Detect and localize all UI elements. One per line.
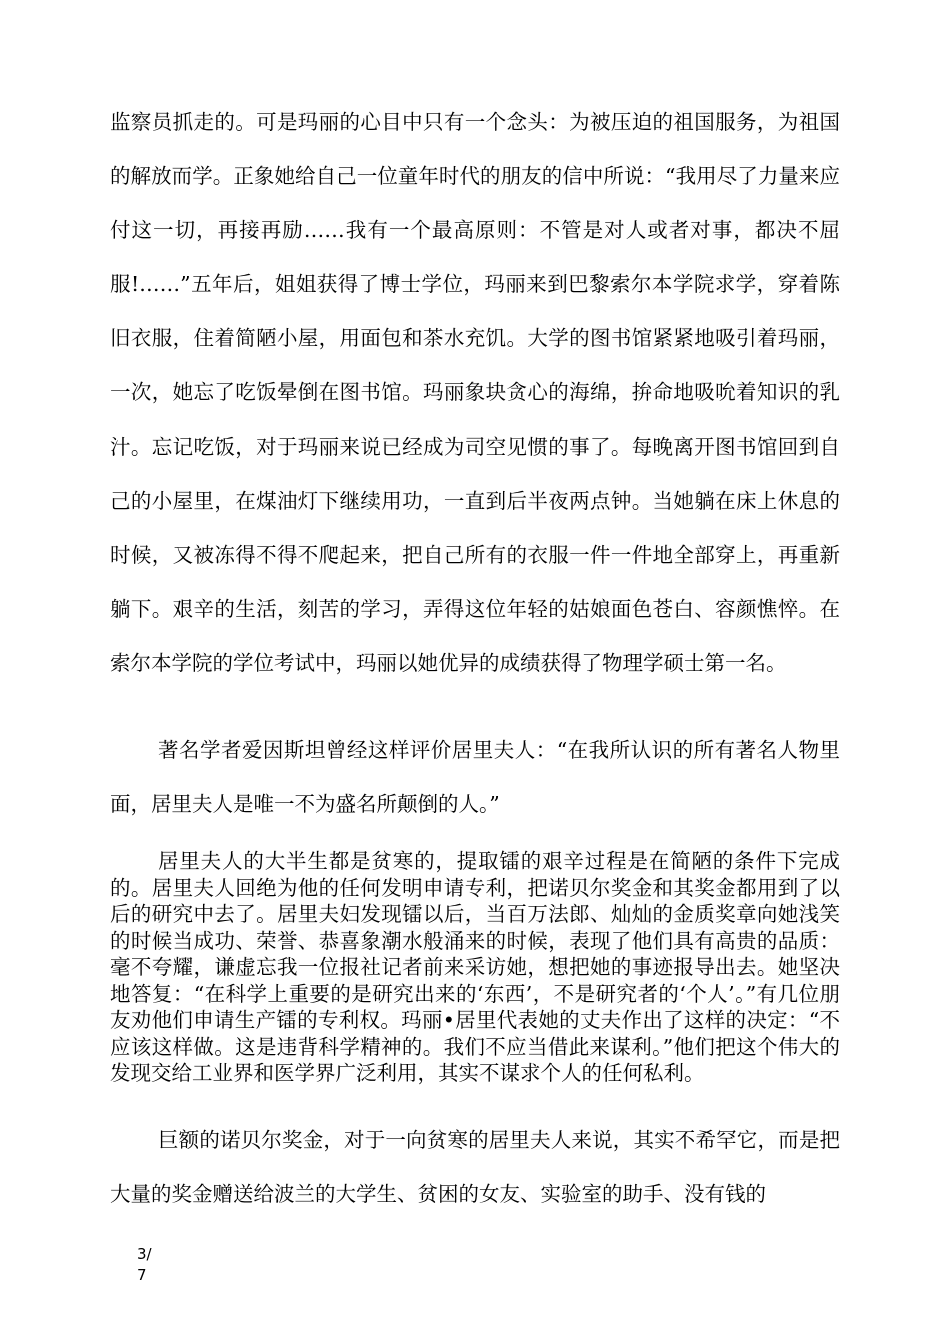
paragraph-marie-study: 监察员抓走的。可是玛丽的心目中只有一个念头：为被压迫的祖国服务，为祖国的解放而学。正象她给自己一位童年时代的朋友的信中所说：“我用尽了力量来应付这一切，再接再励……我有一个最高原则：不管是对人或者对事，都决不屈服!……”五年后，姐姐获得了博士学位，玛丽来到巴黎索尔本学院求学，穿着陈旧衣服，住着简陋小屋，用面包和茶水充饥。大学的图书馆紧紧地吸引着玛丽，一次，她忘了吃饭晕倒在图书馆。玛丽象块贪心的海绵，拚命地吸吮着知识的乳汁。忘记吃饭，对于玛丽来说已经成为司空见惯的事了。每晚离开图书馆回到自己的小屋里，在煤油灯下继续用功，一直到后半夜两点钟。当她躺在床上休息的时候，又被冻得不得不爬起来，把自己所有的衣服一件一件地全部穿上，再重新躺下。艰辛的生活，刻苦的学习，弄得这位年轻的姑娘面色苍白、容颜憔悴。在索尔本学院的学位考试中，玛丽以她优异的成绩获得了物理学硕士第一名。 (110, 110, 840, 675)
paragraph-nobel-prize: 巨额的诺贝尔奖金，对于一向贫寒的居里夫人来说，其实不希罕它，而是把大量的奖金赠送给波兰的大学生、贫困的女友、实验室的助手、没有钱的 (110, 1128, 840, 1207)
paragraph-einstein-quote: 著名学者爱因斯坦曾经这样评价居里夫人：“在我所认识的所有著名人物里面，居里夫人是唯一不为盛名所颠倒的人。” (110, 738, 840, 817)
paragraph-radium-patent: 居里夫人的大半生都是贫寒的，提取镭的艰辛过程是在简陋的条件下完成的。居里夫人回绝为他的任何发明申请专利，把诺贝尔奖金和其奖金都用到了以后的研究中去了。居里夫妇发现镭以后，当百万法郎、灿灿的金质奖章向她浅笑的时候当成功、荣誉、恭喜象潮水般涌来的时候，表现了他们具有高贵的品质：毫不夸耀，谦虚忘我一位报社记者前来采访她，想把她的事迹报导出去。她坚决地答复：“在科学上重要的是研究出来的‘东西’，不是研究者的‘个人’。”有几位朋友劝他们申请生产镭的专利权。玛丽•居里代表她的丈夫作出了这样的决定：“不应该这样做。这是违背科学精神的。我们不应当借此来谋利。”他们把这个伟大的发现交给工业界和医学界广泛利用，其实不谋求个人的任何私利。 (110, 849, 840, 1085)
page-number: 3/7 (137, 1245, 152, 1284)
